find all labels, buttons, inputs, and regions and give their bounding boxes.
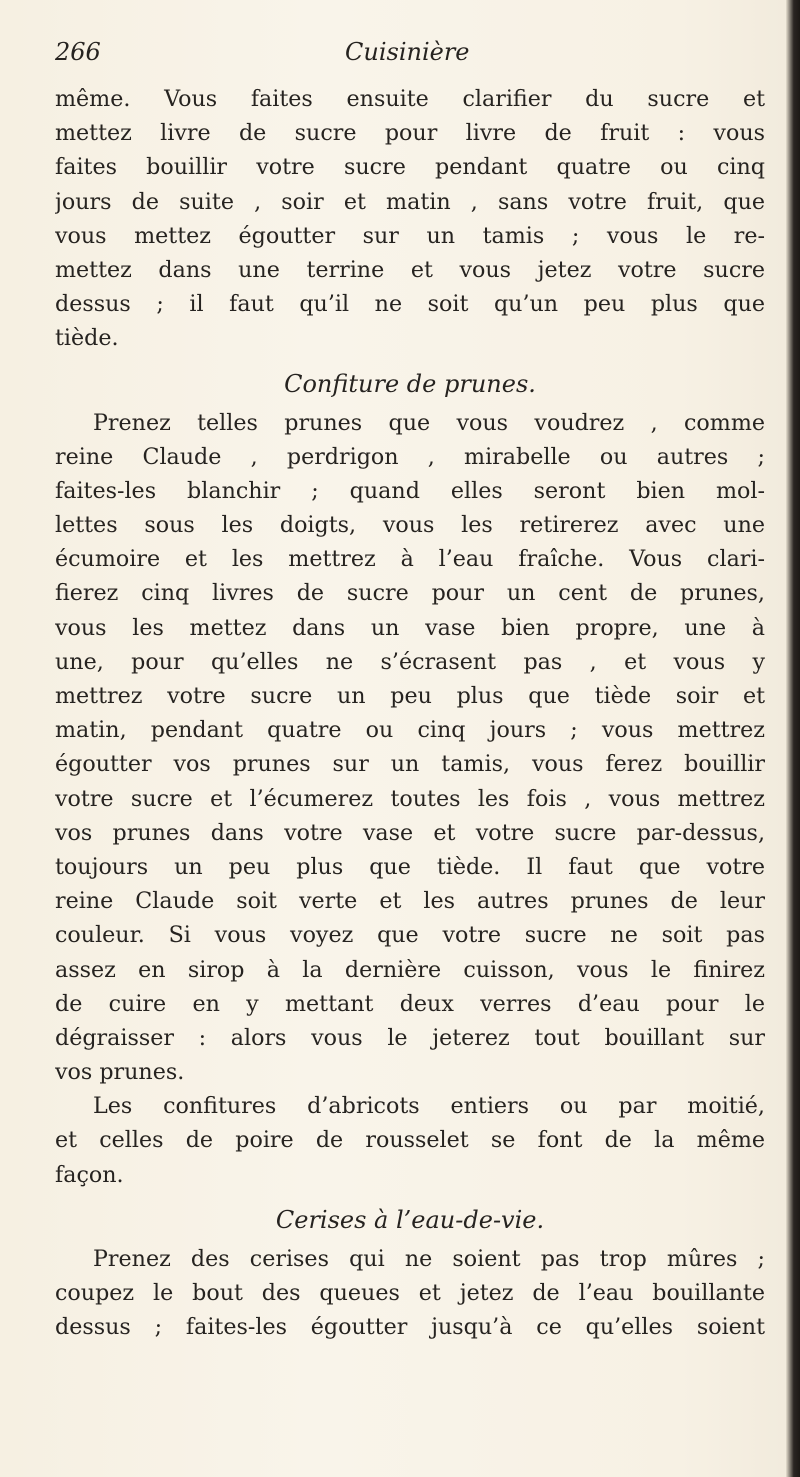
text-line: reine Claude soit verte et les autres prunes de leur — [55, 888, 765, 915]
text-line: tiède. — [55, 325, 119, 352]
text-line: assez en sirop à la dernière cuisson, vous le finirez — [55, 956, 765, 983]
text-line: dégraisser : alors vous le jeterez tout bouillant sur — [55, 1024, 765, 1051]
text-line: matin, pendant quatre ou cinq jours ; vous mettrez — [55, 717, 765, 744]
text-line: lettes sous les doigts, vous les retirerez avec une — [55, 512, 765, 539]
text-line: vous mettez égoutter sur un tamis ; vous le re- — [55, 222, 765, 249]
text-line: même. Vous faites ensuite clarifier du sucre et — [55, 86, 765, 112]
section-prunes-body — [55, 406, 765, 1192]
section-cerises-body — [55, 1242, 765, 1345]
running-title: Cuisinière — [345, 38, 470, 66]
page-header — [55, 38, 755, 78]
text-line: toujours un peu plus que tiède. Il faut que votre — [55, 853, 765, 880]
text-line: coupez le bout des queues et jetez de l’eau bouillante — [55, 1280, 765, 1306]
text-line: Les confitures d’abricots entiers ou par moitié, — [93, 1093, 765, 1120]
text-line: dessus ; il faut qu’il ne soit qu’un peu plus que — [55, 291, 765, 318]
page-edge-shadow — [786, 0, 800, 1477]
page-body — [55, 82, 765, 1344]
text-line: fierez cinq livres de sucre pour un cent de prunes, — [55, 580, 765, 607]
text-line: écumoire et les mettrez à l’eau fraîche. Vous clari- — [55, 546, 765, 573]
section-title-cerises: Cerises à l’eau-de-vie. — [275, 1205, 545, 1234]
text-line: Prenez telles prunes que vous voudrez , comme — [93, 409, 765, 436]
text-line: égoutter vos prunes sur un tamis, vous ferez bouillir — [55, 751, 765, 778]
text-line: mettrez votre sucre un peu plus que tiède soir et — [55, 683, 765, 709]
text-line: Prenez des cerises qui ne soient pas trop mûres ; — [93, 1245, 765, 1272]
text-line: de cuire en y mettant deux verres d’eau pour le — [55, 990, 765, 1017]
text-line: façon. — [55, 1161, 124, 1188]
text-line: dessus ; faites-les égoutter jusqu’à ce qu’elles soient — [55, 1314, 765, 1341]
text-line: une, pour qu’elles ne s’écrasent pas , et vous y — [55, 648, 765, 675]
text-line: reine Claude , perdrigon , mirabelle ou autres ; — [55, 443, 765, 470]
text-line: mettez dans une terrine et vous jetez votre sucre — [55, 256, 765, 283]
intro-paragraph — [55, 82, 765, 356]
text-line: et celles de poire de rousselet se font de la même — [55, 1127, 765, 1154]
section-title-prunes: Confiture de prunes. — [284, 369, 536, 398]
page-number: 266 — [55, 38, 101, 66]
text-line: jours de suite , soir et matin , sans votre fruit, que — [55, 188, 765, 215]
text-line: faites-les blanchir ; quand elles seront bien mol- — [55, 477, 765, 504]
text-line: vos prunes dans votre vase et votre sucre par-dessus, — [55, 819, 765, 846]
text-line: couleur. Si vous voyez que votre sucre ne soit pas — [55, 922, 765, 949]
text-line: faites bouillir votre sucre pendant quatre ou cinq — [55, 154, 765, 181]
text-line: vos prunes. — [55, 1059, 185, 1086]
text-line: mettez livre de sucre pour livre de fruit : vous — [55, 120, 765, 147]
text-line: votre sucre et l’écumerez toutes les fois , vous mettrez — [55, 785, 765, 812]
text-line: vous les mettez dans un vase bien propre, une à — [55, 614, 765, 641]
